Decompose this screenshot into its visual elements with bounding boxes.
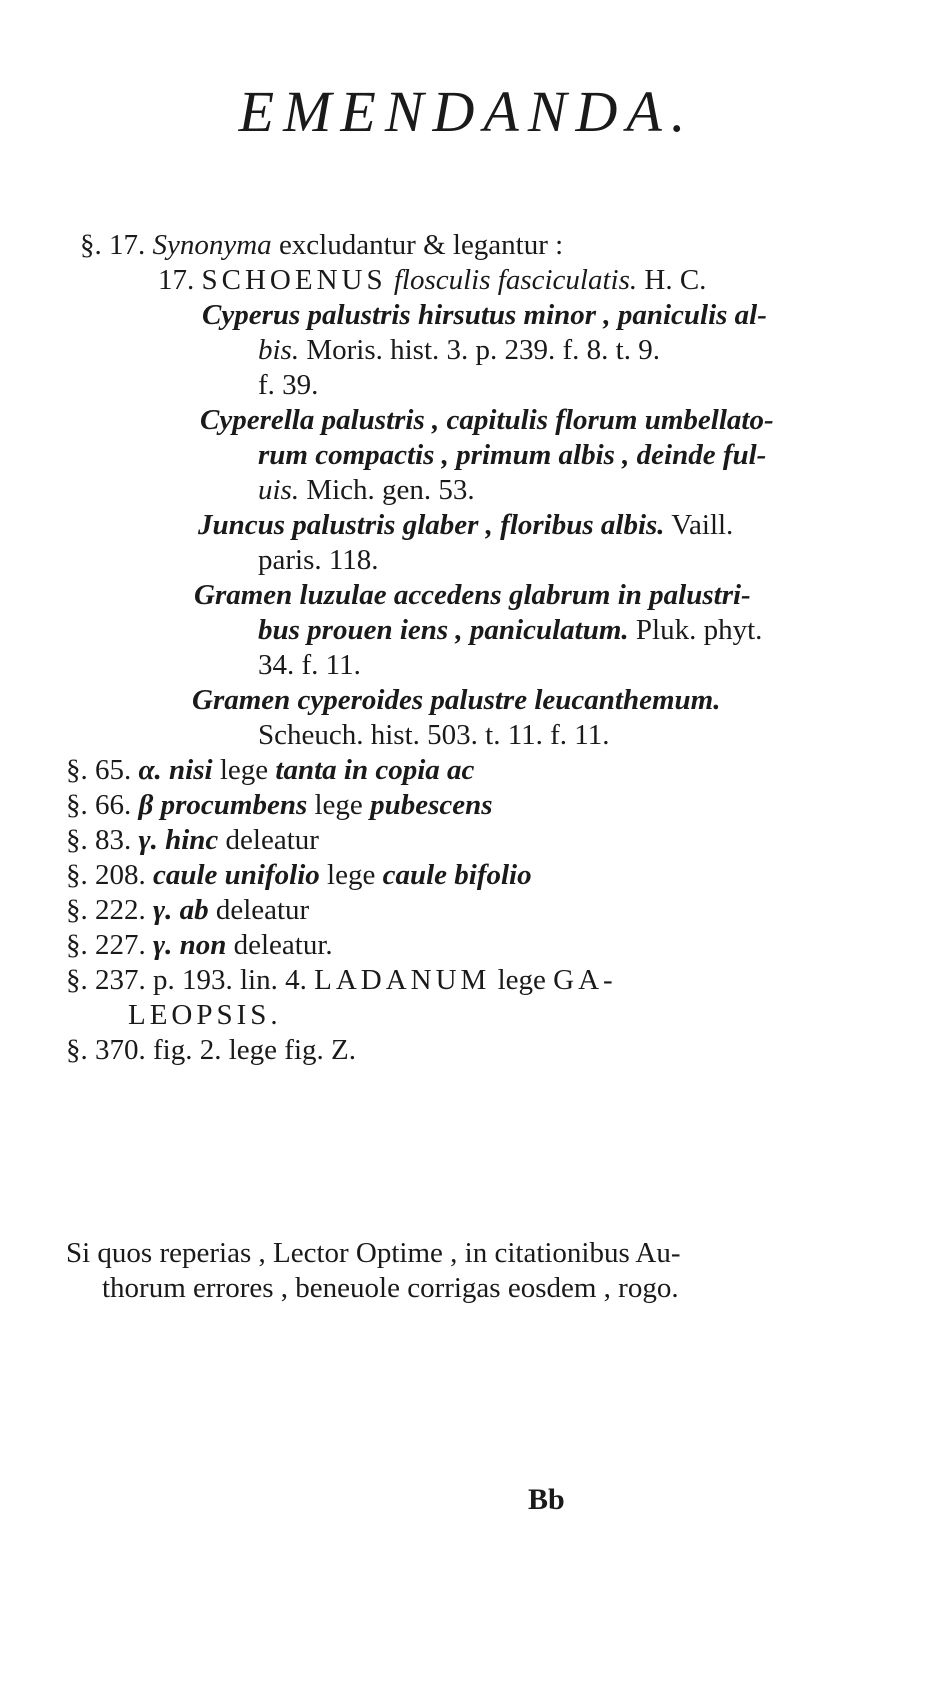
variety-mark: α. (138, 754, 162, 786)
citation: Mich. gen. 53. (306, 474, 475, 506)
synonym-line (258, 613, 762, 647)
reader-note-line (66, 1236, 681, 1270)
correction-verb: deleatur. (233, 929, 333, 961)
corrected-name: GA- (553, 964, 617, 996)
section-number: §. 227. (66, 929, 146, 961)
synonym-line (198, 508, 733, 542)
variety-mark: γ. (153, 894, 173, 926)
correction-line (66, 1033, 356, 1067)
correction-line (66, 858, 532, 892)
citation: f. 39. (258, 369, 319, 401)
signature-mark: Bb (528, 1483, 565, 1516)
entry-keyword: Synonyma (152, 229, 272, 261)
erroneous-text: ab (179, 894, 209, 926)
erroneous-text: non (179, 929, 227, 961)
synonym-line (258, 648, 361, 682)
section-number: §. 222. (66, 894, 146, 926)
synonym-line (194, 578, 751, 612)
correction-line (128, 998, 282, 1032)
section-number: §. 370. fig. 2. (66, 1034, 222, 1066)
correction-verb: lege (228, 1034, 278, 1066)
correction-line (66, 753, 474, 787)
synonym-text: Gramen luzulae accedens glabrum in palustri- (194, 579, 751, 611)
citation: Moris. hist. 3. p. 239. f. 8. t. 9. (306, 334, 660, 366)
citation: paris. 118. (258, 544, 379, 576)
correction-verb: lege (327, 859, 376, 891)
variety-mark: γ. (153, 929, 173, 961)
synonym-text: Juncus palustris glaber , floribus albis. (198, 509, 665, 541)
section-number: §. 65. (66, 754, 132, 786)
synonym-text: Cyperella palustris , capitulis florum umbellato- (200, 404, 774, 436)
synonym-text: Gramen cyperoides palustre leucanthemum. (192, 684, 721, 716)
species-number: 17. (158, 264, 195, 296)
synonym-line (258, 473, 475, 507)
section-number: §. 66. (66, 789, 132, 821)
synonym-line (258, 438, 766, 472)
correction-line (66, 963, 617, 997)
correction-verb: lege (314, 789, 363, 821)
synonym-text: uis. (258, 474, 300, 506)
section-number: §. 17. (80, 229, 146, 261)
synonym-text: bus prouen iens , paniculatum. (258, 614, 629, 646)
citation: 34. f. 11. (258, 649, 361, 681)
synonym-line (258, 333, 660, 367)
synonym-line (258, 368, 318, 402)
erroneous-text: caule unifolio (153, 859, 320, 891)
synonym-line (192, 683, 720, 717)
synonym-text: rum compactis , primum albis , deinde ful- (258, 439, 767, 471)
synonym-line (258, 543, 379, 577)
entry-line (158, 263, 706, 297)
citation: Scheuch. hist. 503. t. 11. f. 11. (258, 719, 610, 751)
section-number: §. 83. (66, 824, 132, 856)
citation: Vaill. (671, 509, 734, 541)
entry-line (80, 228, 563, 262)
synonym-line (258, 718, 609, 752)
citation: Pluk. phyt. (635, 614, 763, 646)
correction-line (66, 928, 333, 962)
correction-verb: lege (497, 964, 546, 996)
correction-verb: deleatur (225, 824, 319, 856)
erroneous-text: procumbens (160, 789, 308, 821)
synonym-text: Cyperus palustris hirsutus minor , paniculis al- (202, 299, 767, 331)
page-title: EMENDANDA. (238, 79, 695, 144)
entry-text: excludantur & legantur : (278, 229, 564, 261)
corrected-text: caule bifolio (382, 859, 532, 891)
reader-note-line (102, 1271, 679, 1305)
corrected-name: LEOPSIS. (128, 999, 282, 1031)
reader-note-text: Si quos reperias , Lector Optime , in citationibus Au- (66, 1237, 681, 1269)
correction-verb: deleatur (215, 894, 310, 926)
section-number: §. 208. (66, 859, 146, 891)
synonym-line (200, 403, 774, 437)
reader-note-text: thorum errores , beneuole corrigas eosdem , rogo. (102, 1272, 679, 1304)
species-description: flosculis fasciculatis. (393, 264, 638, 296)
corrected-text: tanta in copia ac (275, 754, 475, 786)
genus-name: SCHOENUS (201, 264, 387, 296)
synonym-text: bis. (258, 334, 300, 366)
synonym-line (202, 298, 767, 332)
variety-mark: γ. (138, 824, 158, 856)
correction-line (66, 788, 493, 822)
corrected-text: pubescens (370, 789, 493, 821)
correction-verb: lege (219, 754, 269, 786)
corrected-text: fig. Z. (284, 1034, 356, 1066)
correction-line (66, 893, 309, 927)
erroneous-text: nisi (169, 754, 213, 786)
correction-line (66, 823, 319, 857)
section-number: §. 237. p. 193. lin. 4. (66, 964, 307, 996)
erroneous-name: LADANUM (314, 964, 491, 996)
erroneous-text: hinc (165, 824, 219, 856)
citation: H. C. (644, 264, 707, 296)
variety-mark: β (138, 789, 154, 821)
